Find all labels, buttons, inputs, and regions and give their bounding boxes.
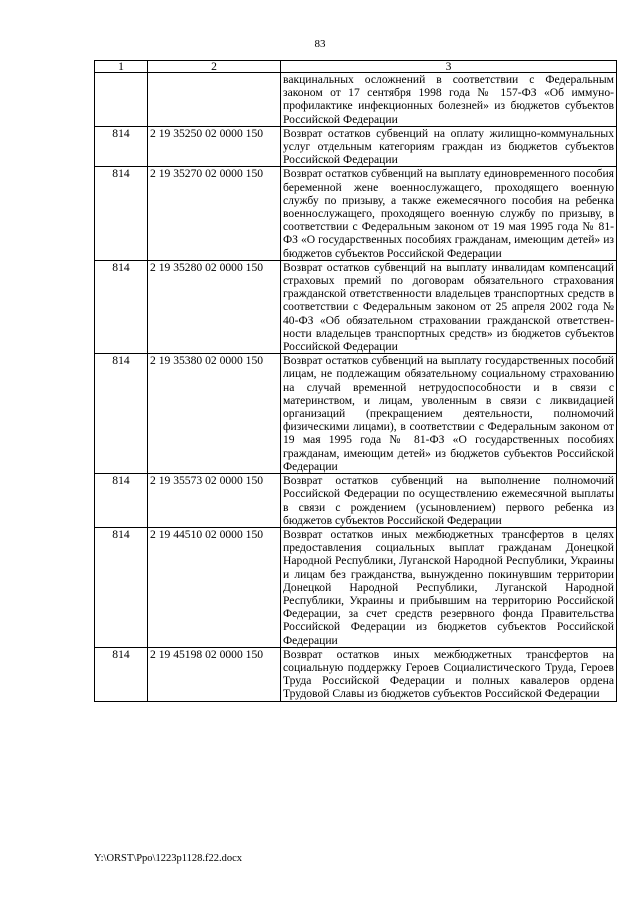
table-row	[95, 527, 617, 647]
admin-code-cell: 814	[95, 647, 148, 701]
budget-code-cell	[148, 73, 281, 127]
column-header-3: 3	[281, 61, 617, 73]
table-row	[95, 73, 617, 127]
description-cell: Возврат остатков иных межбюджетных трансфертов в целях предоставления социальных выплат гражданам Донецкой Народной Республики, Луганской Народной Республики, Украины и лицам без гражданства, вынужденно покинувшим территории Донецкой Народной Республики, Луганской Народной Республики, Украины и прибывшим на территорию Российской Федерации, за счет средств резервного фонда Правительства Российской Федерации из бюджетов субъектов Российской Федерации	[281, 527, 617, 647]
budget-code-cell: 2 19 35573 02 0000 150	[148, 474, 281, 528]
description-cell: Возврат остатков иных межбюджетных трансфертов на социальную поддержку Героев Социалистического Труда, Героев Труда Российской Федерации и полных кавалеров ордена Трудовой Славы из бюджетов субъектов Российской Федерации	[281, 647, 617, 701]
table-row	[95, 647, 617, 701]
budget-code-cell: 2 19 44510 02 0000 150	[148, 527, 281, 647]
admin-code-cell: 814	[95, 126, 148, 167]
admin-code-cell: 814	[95, 474, 148, 528]
description-cell: вакцинальных осложнений в соответствии с Федеральным законом от 17 сентября 1998 года № 157-ФЗ «Об иммуно-профилактике инфекционных болезней» из бюджетов субъектов Российской Федерации	[281, 73, 617, 127]
admin-code-cell: 814	[95, 527, 148, 647]
budget-code-cell: 2 19 35380 02 0000 150	[148, 354, 281, 474]
admin-code-cell: 814	[95, 260, 148, 353]
table-row	[95, 354, 617, 474]
description-cell: Возврат остатков субвенций на выплату единовременного пособия беременной жене военнослужащего, проходящего военную службу по призыву, а также ежемесячного пособия на ребенка военнослужащего, проходящего военную службу по призыву, в соответствии с Федеральным законом от 19 мая 1995 года № 81-ФЗ «О государственных пособиях гражданам, имеющим детей» из бюджетов субъектов Российской Федерации	[281, 167, 617, 260]
admin-code-cell: 814	[95, 354, 148, 474]
budget-code-cell: 2 19 35280 02 0000 150	[148, 260, 281, 353]
table-row	[95, 126, 617, 167]
file-path-footer: Y:\ORST\Ppo\1223p1128.f22.docx	[94, 853, 242, 864]
description-cell: Возврат остатков субвенций на выплату инвалидам компенсаций страховых премий по договорам обязательного страхования гражданской ответственности владельцев транспортных средств в соответствии с Федеральным законом от 25 апреля 2002 года № 40-ФЗ «Об обязательном страховании гражданской ответствен-ности владельцев транспортных средств» из бюджетов субъектов Российской Федерации	[281, 260, 617, 353]
description-cell: Возврат остатков субвенций на выполнение полномочий Российской Федерации по осуществлению ежемесячной выплаты в связи с рождением (усыновлением) первого ребенка из бюджетов субъектов Российской Федерации	[281, 474, 617, 528]
budget-code-cell: 2 19 35250 02 0000 150	[148, 126, 281, 167]
admin-code-cell: 814	[95, 167, 148, 260]
page-number: 83	[314, 38, 326, 50]
table-row	[95, 474, 617, 528]
column-header-2: 2	[148, 61, 281, 73]
description-cell: Возврат остатков субвенций на оплату жилищно-коммунальных услуг отдельным категориям граждан из бюджетов субъектов Российской Федерации	[281, 126, 617, 167]
budget-code-cell: 2 19 45198 02 0000 150	[148, 647, 281, 701]
column-header-1: 1	[95, 61, 148, 73]
description-cell: Возврат остатков субвенций на выплату государственных пособий лицам, не подлежащим обязательному социальному страхованию на случай временной нетрудоспособности и в связи с материнством, и лицам, уволенным в связи с ликвидацией организаций (прекращением деятельности, полномочий физическими лицами), в соответствии с Федеральным законом от 19 мая 1995 года № 81-ФЗ «О государственных пособиях гражданам, имеющим детей» из бюджетов субъектов Российской Федерации	[281, 354, 617, 474]
table-header-row	[95, 61, 617, 73]
budget-code-cell: 2 19 35270 02 0000 150	[148, 167, 281, 260]
budget-codes-table	[94, 60, 617, 702]
table-row	[95, 167, 617, 260]
admin-code-cell	[95, 73, 148, 127]
table-row	[95, 260, 617, 353]
